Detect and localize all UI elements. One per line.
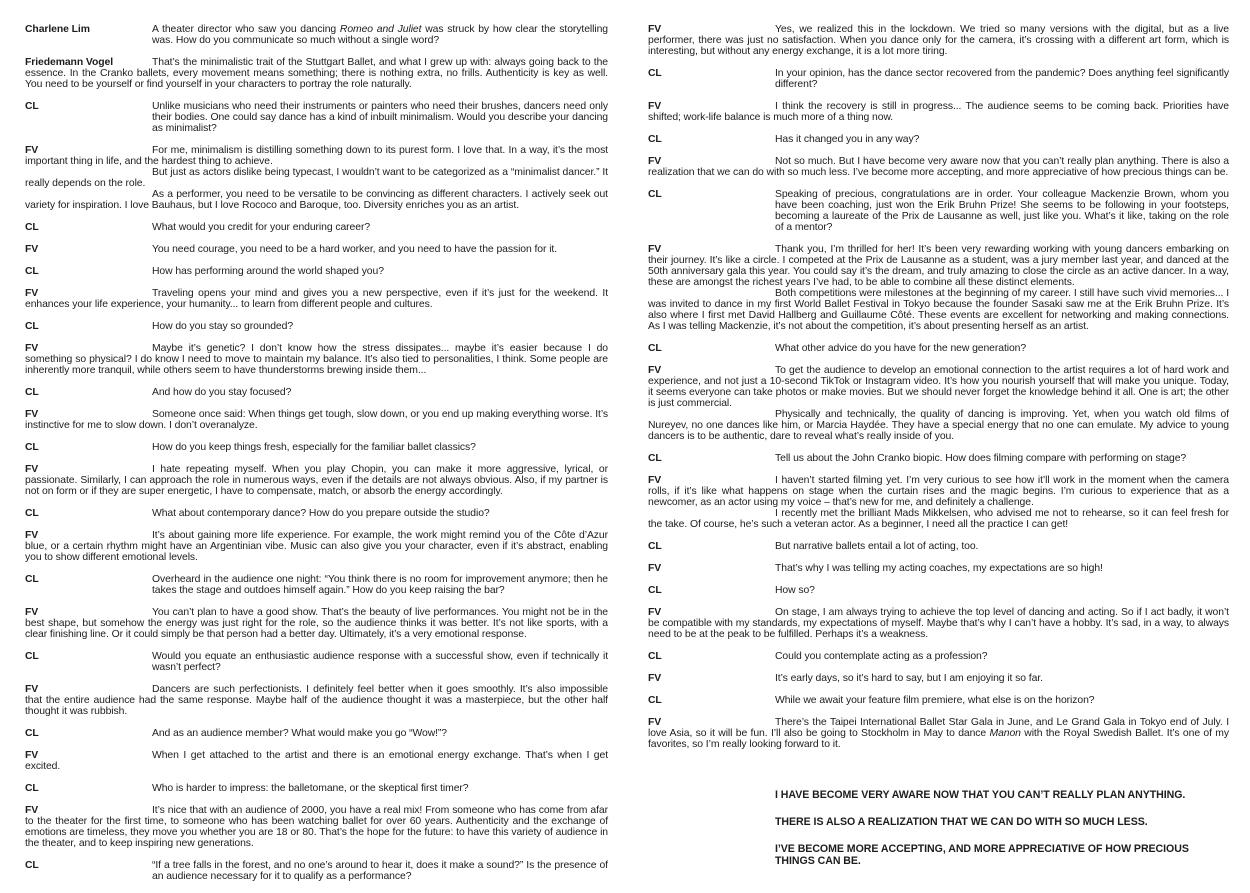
question-paragraph: A theater director who saw you dancing Romeo and Juliet was struck by how clear the storytelling was. How do you communicate so much without a single word? [152, 24, 608, 46]
speaker-label: FV [648, 101, 662, 112]
speaker-label: CL [25, 860, 39, 871]
turn-body [25, 222, 608, 233]
interview-turn [648, 585, 1229, 596]
turn-body [648, 244, 1229, 332]
speaker-label: FV [25, 145, 39, 156]
answer-paragraph: Both competitions were milestones at the beginning of my career. I still have such vivid memories... I was invited to dance in my first World Ballet Festival in Tokyo because the founder Sasaki saw me at the Erik Bruhn Prize. It’s also where I first met David Hallberg and Guillaume Côté. These events are excellent for networking and making connections. As I was telling Mackenzie, it’s not about the competition, it’s about presenting herself as an artist. [648, 288, 1229, 332]
speaker-label: Friedemann Vogel [25, 57, 114, 68]
turn-body [648, 585, 1229, 596]
speaker-label: FV [25, 343, 39, 354]
speaker-label: FV [648, 475, 662, 486]
answer-paragraph: I think the recovery is still in progress... The audience seems to be coming back. Priorities have shifted; work-life balance is much more of a thing now. [648, 101, 1229, 123]
question-paragraph: Speaking of precious, congratulations are in order. Your colleague Mackenzie Brown, whom you have been coaching, just won the Erik Bruhn Prize! She seems to be following in your footsteps, becoming a laureate of the Prix de Lausanne as well, just like you. What’s it like, taking on the role of a mentor? [775, 189, 1229, 233]
speaker-label: CL [648, 134, 662, 145]
turn-body [25, 442, 608, 453]
interview-turn [25, 409, 608, 431]
answer-paragraph: Maybe it’s genetic? I don’t know how the stress dissipates... maybe it’s easier because I do something so physical? I do know I need to move to maintain my balance. It’s also tied to personalities, I think. Some people are inherently more tranquil, while others seem to have thunderstorms brewing inside them... [25, 343, 608, 376]
question-paragraph: How do you stay so grounded? [152, 321, 294, 332]
speaker-label: CL [25, 574, 39, 585]
answer-paragraph: I haven’t started filming yet. I’m very curious to see how it’ll work in the moment when the camera rolls, if it’s like what happens on stage when the curtain rises and the magic begins. I’m curious to experience that as a newcomer, as an actor using my voice – that’s new for me, and definitely a challenge. [648, 475, 1229, 508]
turn-body [648, 343, 1229, 354]
speaker-label: CL [25, 222, 39, 233]
question-paragraph: Could you contemplate acting as a profession? [775, 651, 988, 662]
answer-paragraph: You can’t plan to have a good show. That’s the beauty of live performances. You might not be in the best shape, but somehow the energy was just right for the role, so the audience thinks it was better. It’s not like sports, with a clear finishing line. Or it could simply be that person had a better day. Ultimately, it’s a very emotional response. [25, 607, 608, 640]
speaker-label: FV [648, 24, 662, 35]
speaker-label: FV [648, 156, 662, 167]
answer-paragraph: Physically and technically, the quality of dancing is improving. Yet, when you watch old films of Nureyev, no one dances like him, or Marcia Haydée. They have a special energy that no one can emulate. My advice to young dancers is to be authentic, dare to reveal what’s really inside of you. [648, 409, 1229, 442]
interview-turn [25, 387, 608, 398]
answer-paragraph: As a performer, you need to be versatile to be convincing as different characters. I actively seek out variety for inspiration. I love Bauhaus, but I love Rococo and Baroque, too. Diversity enriches you as an artist. [25, 189, 608, 211]
answer-paragraph: Traveling opens your mind and gives you a new perspective, even if it’s just for the weekend. It enhances your life experience, your humanity... to learn from different people and cultures. [25, 288, 608, 310]
turn-body [648, 365, 1229, 442]
turn-body [648, 189, 1229, 233]
interview-turn [25, 321, 608, 332]
turn-body [25, 24, 608, 46]
answer-paragraph: I hate repeating myself. When you play Chopin, you can make it more aggressive, lyrical, or passionate. Similarly, I can approach the role in numerous ways, even if the details are not always obvious. Also, if my partner is not on form or if they are super energetic, I have to compensate, match, or absorb the energy accordingly. [25, 464, 608, 497]
interview-turn [25, 145, 608, 211]
answer-paragraph: I recently met the brilliant Mads Mikkelsen, who advised me not to rehearse, so it can feel fresh for the take. Of course, he’s such a veteran actor. As a beginner, I need all the practice I can get! [648, 508, 1229, 530]
column-left [25, 24, 608, 893]
speaker-label: CL [648, 343, 662, 354]
speaker-label: FV [648, 365, 662, 376]
question-paragraph: Has it changed you in any way? [775, 134, 920, 145]
question-paragraph: Unlike musicians who need their instruments or painters who need their brushes, dancers need only their bodies. One could say dance has a kind of inbuilt minimalism. Would you describe your dancing as minimalist? [152, 101, 608, 134]
speaker-label: FV [25, 805, 39, 816]
pull-quote-line: I’VE BECOME MORE ACCEPTING, AND MORE APPRECIATIVE OF HOW PRECIOUS THINGS CAN BE. [775, 843, 1189, 867]
answer-paragraph: That’s why I was telling my acting coaches, my expectations are so high! [775, 563, 1103, 574]
question-paragraph: In your opinion, has the dance sector recovered from the pandemic? Does anything feel significantly different? [775, 68, 1229, 90]
interview-turn [25, 442, 608, 453]
turn-body [25, 783, 608, 794]
turn-body [25, 508, 608, 519]
interview-turn [648, 541, 1229, 552]
interview-turn [648, 563, 1229, 574]
question-paragraph: Who is harder to impress: the balletomane, or the skeptical first timer? [152, 783, 469, 794]
question-paragraph: What about contemporary dance? How do you prepare outside the studio? [152, 508, 490, 519]
interview-turn [648, 68, 1229, 90]
turn-body [648, 475, 1229, 530]
speaker-label: FV [648, 673, 662, 684]
turn-body [648, 101, 1229, 123]
answer-paragraph: There’s the Taipei International Ballet Star Gala in June, and Le Grand Gala in Tokyo end of July. I love Asia, so it will be fun. I’ll also be going to Stockholm in May to dance Manon with the Royal Swedish Ballet. It’s one of my favorites, so I’m really looking forward to it. [648, 717, 1230, 750]
turn-body [25, 607, 608, 640]
turn-body [648, 563, 1229, 574]
interview-turn [25, 244, 608, 255]
interview-turn [25, 783, 608, 794]
interview-turn [25, 860, 608, 882]
speaker-label: FV [648, 563, 662, 574]
speaker-label: CL [25, 508, 39, 519]
speaker-label: CL [25, 783, 39, 794]
question-paragraph: How do you keep things fresh, especially for the familiar ballet classics? [152, 442, 476, 453]
answer-paragraph: You need courage, you need to be a hard worker, and you need to have the passion for it. [152, 244, 558, 255]
speaker-label: FV [25, 684, 39, 695]
question-paragraph: And how do you stay focused? [152, 387, 292, 398]
interview-turn [648, 695, 1229, 706]
turn-body [25, 343, 608, 376]
interview-turn [648, 343, 1229, 354]
interview-turn [648, 607, 1229, 640]
interview-turn [25, 574, 608, 596]
turn-body [648, 607, 1229, 640]
answer-paragraph: Thank you, I’m thrilled for her! It’s been very rewarding working with young dancers embarking on their journey. It’s like a circle. I competed at the Prix de Lausanne as a student, was a jury member last year, and danced at the 50th anniversary gala this year. You could say it’s the dream, and truly amazing to close the circle as an active dancer. In a way, these are amongst the richest years I’ve had, to be able to combine all these distinct elements. [648, 244, 1229, 288]
interview-turn [25, 101, 608, 134]
speaker-label: CL [25, 728, 39, 739]
turn-body [25, 684, 608, 717]
speaker-label: FV [25, 464, 39, 475]
turn-body [25, 321, 608, 332]
answer-paragraph: It’s nice that with an audience of 2000, you have a real mix! From someone who has come from afar to the theater for the first time, to someone who has been watching ballet for over 60 years. Authenticity and the exchange of emotions are timeless, they move you whether you are 18 or 80. That’s the hope for the future: to have this variety of audience in the theater, and to keep inspiring new generations. [25, 805, 608, 849]
interview-turn [648, 24, 1229, 57]
turn-body [25, 464, 608, 497]
answer-paragraph: It’s early days, so it’s hard to say, but I am enjoying it so far. [775, 673, 1043, 684]
speaker-label: CL [25, 651, 39, 662]
interview-turn [25, 530, 608, 563]
turn-body [648, 68, 1229, 90]
speaker-label: FV [25, 750, 39, 761]
question-paragraph: What other advice do you have for the new generation? [775, 343, 1027, 354]
question-paragraph: And as an audience member? What would make you go “Wow!”? [152, 728, 447, 739]
turn-body [648, 24, 1229, 57]
column-right [648, 24, 1229, 893]
speaker-label: CL [648, 585, 662, 596]
speaker-label: Charlene Lim [25, 24, 90, 35]
turn-body [25, 387, 608, 398]
answer-paragraph: When I get attached to the artist and there is an emotional energy exchange. That’s when I get excited. [25, 750, 608, 772]
turn-body [648, 673, 1229, 684]
turn-body [648, 134, 1229, 145]
turn-body [648, 541, 1229, 552]
interview-turn [648, 651, 1229, 662]
question-paragraph: What would you credit for your enduring career? [152, 222, 371, 233]
interview-turn [648, 156, 1229, 178]
turn-body [25, 409, 608, 431]
answer-paragraph: Someone once said: When things get tough, slow down, or you end up making everything worse. It’s instinctive for me to slow down. I don’t overanalyze. [25, 409, 608, 431]
turn-body [25, 266, 608, 277]
speaker-label: CL [648, 695, 662, 706]
pull-quote [775, 789, 1229, 867]
question-paragraph: But narrative ballets entail a lot of acting, too. [775, 541, 979, 552]
pull-quote-line: I HAVE BECOME VERY AWARE NOW THAT YOU CAN’T REALLY PLAN ANYTHING. [775, 789, 1186, 801]
interview-turn [648, 134, 1229, 145]
speaker-label: FV [25, 530, 39, 541]
question-paragraph: “If a tree falls in the forest, and no one’s around to hear it, does it make a sound?” Is the presence of an audience necessary for it to qualify as a performance? [152, 860, 608, 882]
speaker-label: CL [25, 101, 39, 112]
question-paragraph: Would you equate an enthusiastic audience response with a successful show, even if technically it wasn’t perfect? [152, 651, 608, 673]
interview-turn [648, 244, 1229, 332]
question-paragraph: Overheard in the audience one night: “You think there is no room for improvement anymore; then he takes the stage and outdoes himself again.” How do you keep raising the bar? [152, 574, 608, 596]
answer-paragraph: That’s the minimalistic trait of the Stuttgart Ballet, and what I grew up with: always going back to the essence. In the Cranko ballets, every movement means something; there is nothing extra, no frills. Authenticity is key as well. You need to be yourself or find yourself in your characters to portray the role naturally. [25, 57, 608, 90]
speaker-label: FV [648, 607, 662, 618]
interview-turn [648, 189, 1229, 233]
turn-body [25, 750, 608, 772]
answer-paragraph: Yes, we realized this in the lockdown. We tried so many versions with the digital, but as a live performer, there was just no satisfaction. When you dance only for the camera, it’s crossing with a different art form, which is interesting, but without any energy exchange, it is a lot more tiring. [648, 24, 1229, 57]
interview-turn [648, 717, 1229, 750]
interview-turn [25, 288, 608, 310]
speaker-label: FV [25, 288, 39, 299]
interview-turn [25, 651, 608, 673]
answer-paragraph: Dancers are such perfectionists. I definitely feel better when it goes smoothly. It’s also impossible that the entire audience had the same response. Maybe half of the audience thought it was a masterpiece, but the other half thought it was rubbish. [25, 684, 608, 717]
interview-turn [25, 508, 608, 519]
speaker-label: CL [648, 68, 662, 79]
speaker-label: CL [648, 651, 662, 662]
answer-paragraph: To get the audience to develop an emotional connection to the artist requires a lot of hard work and experience, and not just a 10-second TikTok or Instagram video. It’s how you nourish yourself that will make you unique. Today, it seems everyone can take photos or make movies. But we should never forget the knowledge behind it all. One is art; the other is just commercial. [648, 365, 1229, 409]
interview-turn [25, 343, 608, 376]
turn-body [25, 288, 608, 310]
speaker-label: CL [648, 453, 662, 464]
speaker-label: CL [648, 541, 662, 552]
interview-turn [25, 222, 608, 233]
interview-turn [25, 607, 608, 640]
turn-body [25, 530, 608, 563]
interview-turn [25, 750, 608, 772]
answer-paragraph: For me, minimalism is distilling something down to its purest form. I love that. In a way, it’s the most important thing in life, and the hardest thing to achieve. [25, 145, 608, 167]
turn-body [648, 453, 1229, 464]
interview-turn [648, 453, 1229, 464]
turn-body [25, 145, 608, 211]
interview-turn [648, 365, 1229, 442]
turn-body [25, 651, 608, 673]
interview-turn [25, 728, 608, 739]
speaker-label: FV [648, 244, 662, 255]
interview-turn [25, 464, 608, 497]
turn-body [25, 574, 608, 596]
turn-body [648, 695, 1229, 706]
turn-body [25, 805, 608, 849]
interview-turn [648, 475, 1229, 530]
interview-turn [25, 684, 608, 717]
turn-body [25, 244, 608, 255]
interview-turn [25, 805, 608, 849]
question-paragraph: How has performing around the world shaped you? [152, 266, 384, 277]
turn-body [25, 728, 608, 739]
interview-turn [648, 101, 1229, 123]
question-paragraph: While we await your feature film premiere, what else is on the horizon? [775, 695, 1095, 706]
answer-paragraph: Not so much. But I have become very aware now that you can’t really plan anything. There is also a realization that we can do with so much less. I’ve become more accepting, and more appreciative of how precious things can be. [648, 156, 1229, 178]
speaker-label: FV [648, 717, 662, 728]
speaker-label: CL [25, 266, 39, 277]
turn-body [648, 156, 1229, 178]
speaker-label: FV [25, 607, 39, 618]
speaker-label: CL [25, 387, 39, 398]
turn-body [648, 651, 1229, 662]
answer-paragraph: It’s about gaining more life experience. For example, the work might remind you of the Côte d’Azur blue, or a certain rhythm might have an Argentinian vibe. Music can also give you your character, even if it’s abstract, enabling you to show different emotional levels. [25, 530, 608, 563]
speaker-label: CL [648, 189, 662, 200]
speaker-label: CL [25, 442, 39, 453]
answer-paragraph: But just as actors dislike being typecast, I wouldn’t want to be categorized as a “minimalist dancer.” It really depends on the role. [25, 167, 608, 189]
pull-quote-line: THERE IS ALSO A REALIZATION THAT WE CAN DO WITH SO MUCH LESS. [775, 816, 1148, 828]
interview-turn [648, 673, 1229, 684]
interview-turn [25, 57, 608, 90]
question-paragraph: Tell us about the John Cranko biopic. How does filming compare with performing on stage? [775, 453, 1187, 464]
turn-body [25, 860, 608, 882]
speaker-label: FV [25, 409, 39, 420]
speaker-label: FV [25, 244, 39, 255]
turn-body [25, 101, 608, 134]
question-paragraph: How so? [775, 585, 815, 596]
answer-paragraph: On stage, I am always trying to achieve the top level of dancing and acting. So if I act badly, it won’t be compatible with my standards, my expectations of myself. Maybe that’s why I can’t have a hobby. It’s sad, in a way, to always need to be at the peak to be fulfilled. Perhaps it’s a weakness. [648, 607, 1229, 640]
turn-body [648, 717, 1229, 750]
speaker-label: CL [25, 321, 39, 332]
interview-turn [25, 266, 608, 277]
interview-turn [25, 24, 608, 46]
